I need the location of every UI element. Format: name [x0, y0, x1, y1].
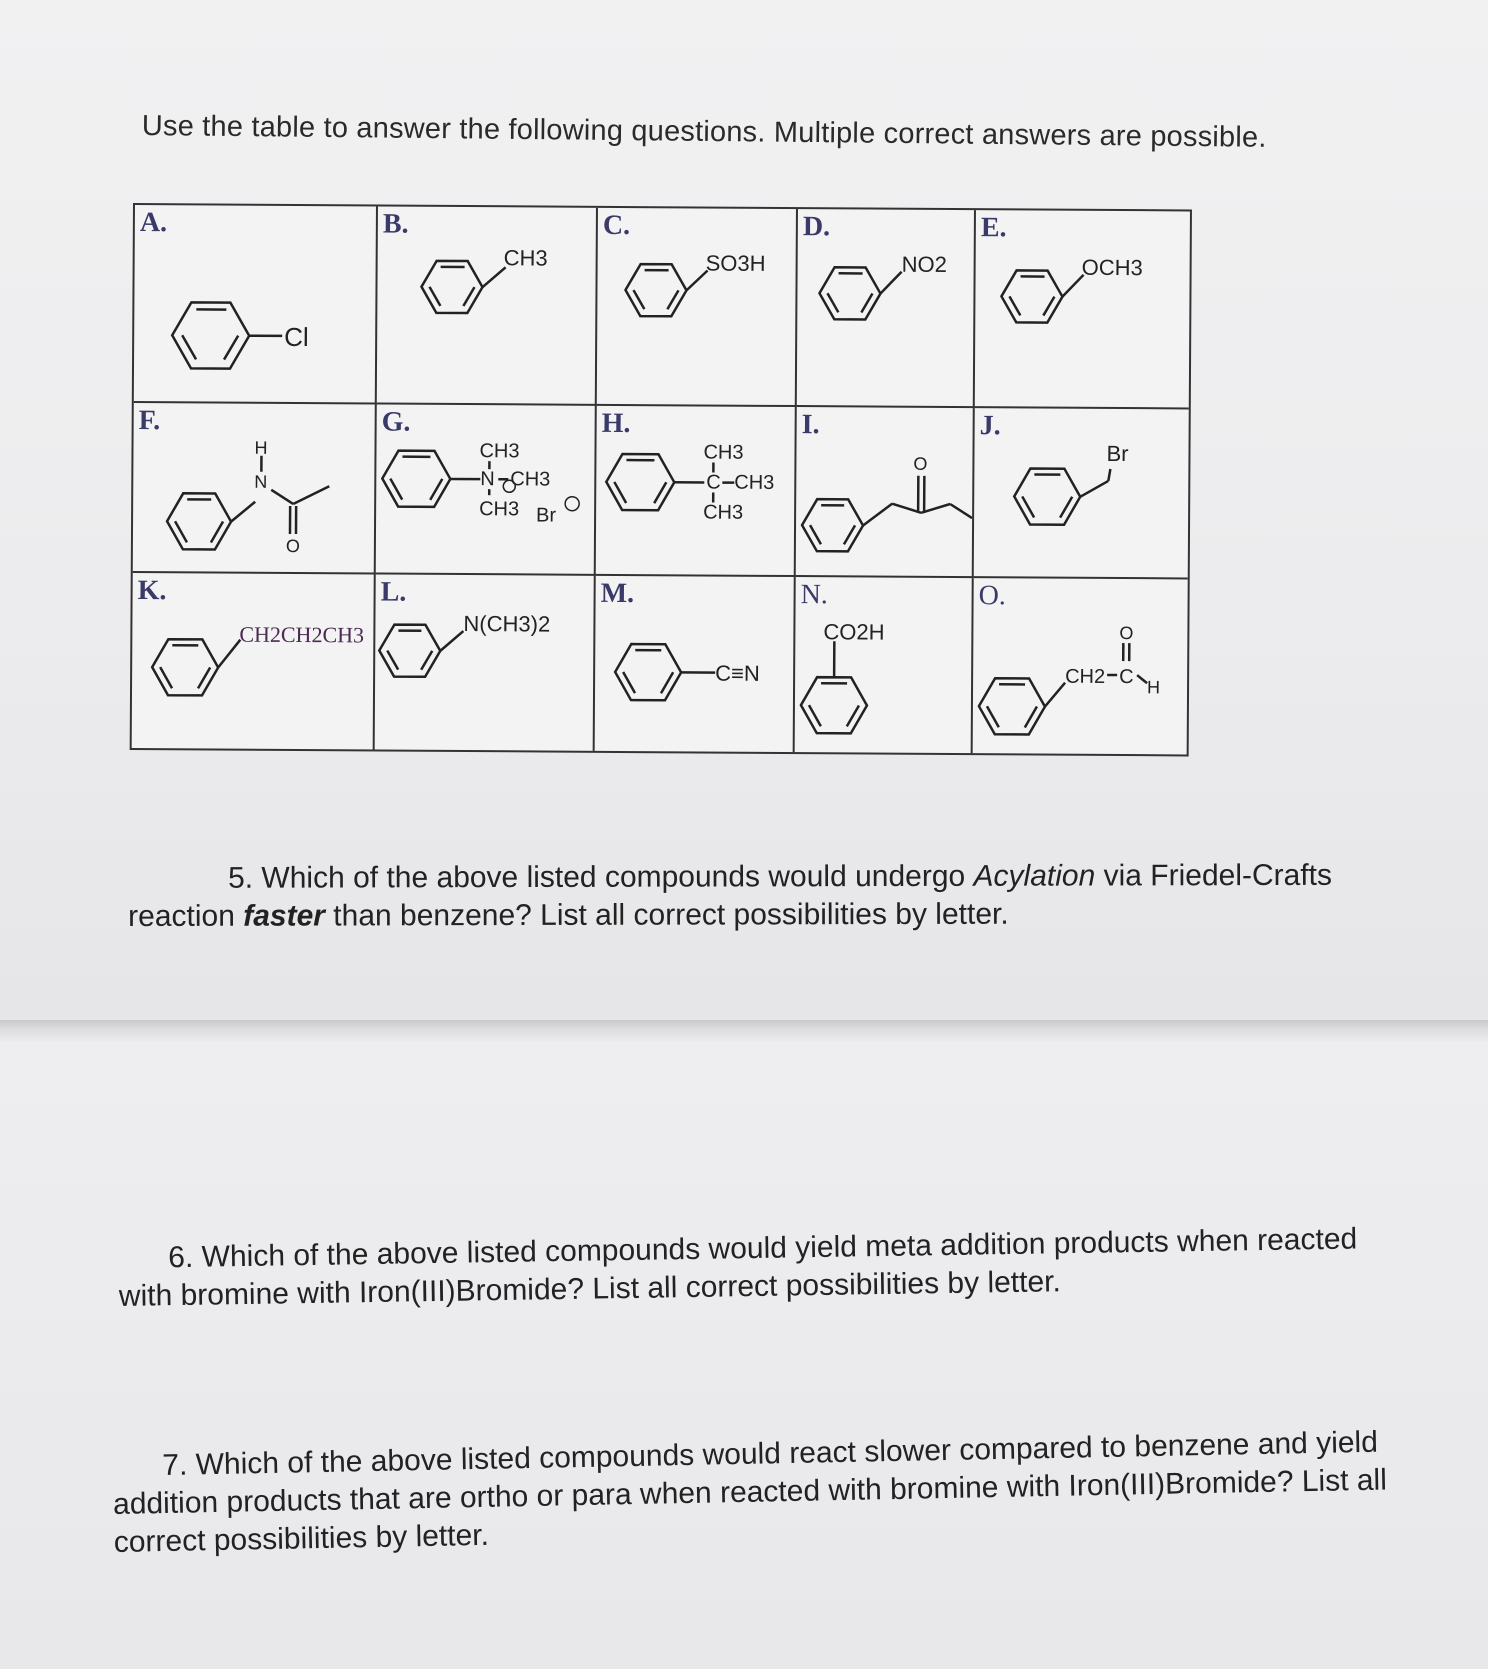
methyl-right-label: CH3 [734, 471, 775, 494]
tert-butylbenzene-structure [596, 406, 797, 577]
question-5 [128, 857, 1428, 936]
compound-cell-e [975, 210, 1190, 409]
question-5-text-3: than benzene? List all correct possibilities by letter. [324, 897, 1009, 933]
bromide-ion-label: Br [536, 504, 557, 527]
question-5-italic: Acylation [973, 859, 1096, 893]
anisole-structure [975, 210, 1188, 409]
question-5-bold: faster [243, 899, 325, 933]
substituent-label: Br [1106, 440, 1129, 467]
compound-table [130, 203, 1192, 756]
hydrogen-label: H [254, 437, 268, 458]
benzenesulfonic-acid-structure [597, 208, 798, 407]
methylene-label: CH2 [1065, 665, 1106, 688]
substituent-label: Cl [284, 321, 309, 353]
compound-letter: M. [600, 577, 635, 610]
compound-cell-n [795, 577, 974, 753]
compound-cell-k [132, 573, 376, 749]
compound-letter: L. [380, 576, 407, 608]
nitrogen-label: N [254, 471, 268, 492]
phenylacetaldehyde-structure [973, 578, 1186, 752]
trimethylanilinium-bromide-structure [376, 404, 597, 575]
compound-cell-i [796, 407, 975, 578]
substituent-label: CO2H [823, 619, 885, 645]
substituent-label: N(CH3)2 [463, 611, 551, 637]
compound-cell-m [595, 576, 796, 752]
compound-letter: O. [978, 580, 1006, 612]
question-5-text-2: via Friedel-Crafts reaction [128, 858, 1333, 933]
methyl-top-label: CH3 [703, 441, 744, 464]
instructions-text: Use the table to answer the following questions. Multiple correct answers are possible. [141, 110, 1267, 154]
worksheet-page-bottom [0, 1042, 1488, 1669]
compound-letter: E. [980, 212, 1007, 244]
page-divider [0, 1020, 1488, 1042]
substituent-label: OCH3 [1081, 254, 1143, 281]
compound-letter: H. [601, 407, 631, 440]
compound-cell-b [377, 206, 598, 405]
substituent-label: C≡N [715, 660, 760, 686]
compound-letter: C. [602, 209, 631, 242]
substituent-label: SO3H [705, 250, 766, 276]
compound-cell-h [596, 406, 797, 577]
compound-letter: I. [801, 409, 820, 441]
compound-cell-g [376, 404, 597, 575]
carbon-label: C [706, 471, 721, 494]
methyl-bottom-label: CH3 [703, 501, 744, 524]
compound-letter: J. [979, 410, 1001, 442]
compound-cell-f [133, 403, 377, 574]
oxygen-label: O [1119, 623, 1134, 644]
nitrogen-label: N [480, 468, 495, 491]
chlorobenzene-structure [134, 205, 378, 404]
propylbenzene-structure [132, 573, 376, 747]
compound-letter: G. [381, 406, 411, 438]
compound-cell-d [797, 209, 976, 408]
substituent-label: CH2CH2CH3 [239, 621, 365, 648]
compound-letter: F. [138, 405, 161, 437]
compound-letter: N. [800, 579, 828, 611]
compound-letter: B. [382, 208, 409, 240]
benzoic-acid-structure [795, 577, 974, 751]
methyl-right-label: CH3 [510, 468, 551, 491]
compound-cell-j [974, 408, 1189, 579]
compound-cell-l [375, 574, 596, 750]
methyl-bottom-label: CH3 [479, 498, 520, 521]
toluene-structure [377, 206, 598, 405]
acetanilide-structure [133, 403, 377, 574]
question-6: 6. Which of the above listed compounds would yield meta addition products when reacted with bromine with Iron(III)Bromide? List all correct possibilities by letter. [118, 1222, 1358, 1313]
compound-cell-o [973, 578, 1188, 754]
methyl-top-label: CH3 [479, 440, 520, 463]
question-7: 7. Which of the above listed compounds would react slower compared to benzene and yield addition products that are ortho or para when reacted with bromine with Iron(III)Bromide? List all correct possibilities by letter. [112, 1425, 1388, 1559]
compound-letter: D. [802, 211, 831, 243]
compound-cell-a [134, 205, 378, 404]
question-5-text: 5. Which of the above listed compounds would undergo [228, 859, 974, 895]
oxygen-label: O [285, 535, 300, 557]
benzyl-bromide-structure [974, 408, 1187, 579]
hydrogen-label: H [1147, 677, 1161, 698]
phenylacetone-structure [796, 407, 975, 578]
nitrobenzene-structure [797, 209, 976, 408]
dimethylaniline-structure [375, 574, 596, 748]
substituent-label: CH3 [503, 245, 548, 271]
carbonyl-carbon-label: C [1119, 666, 1134, 689]
compound-letter: A. [139, 207, 168, 239]
compound-cell-c [597, 208, 798, 407]
substituent-label: NO2 [901, 251, 947, 277]
benzonitrile-structure [595, 576, 796, 750]
compound-letter: K. [137, 575, 167, 607]
oxygen-label: O [913, 453, 928, 474]
